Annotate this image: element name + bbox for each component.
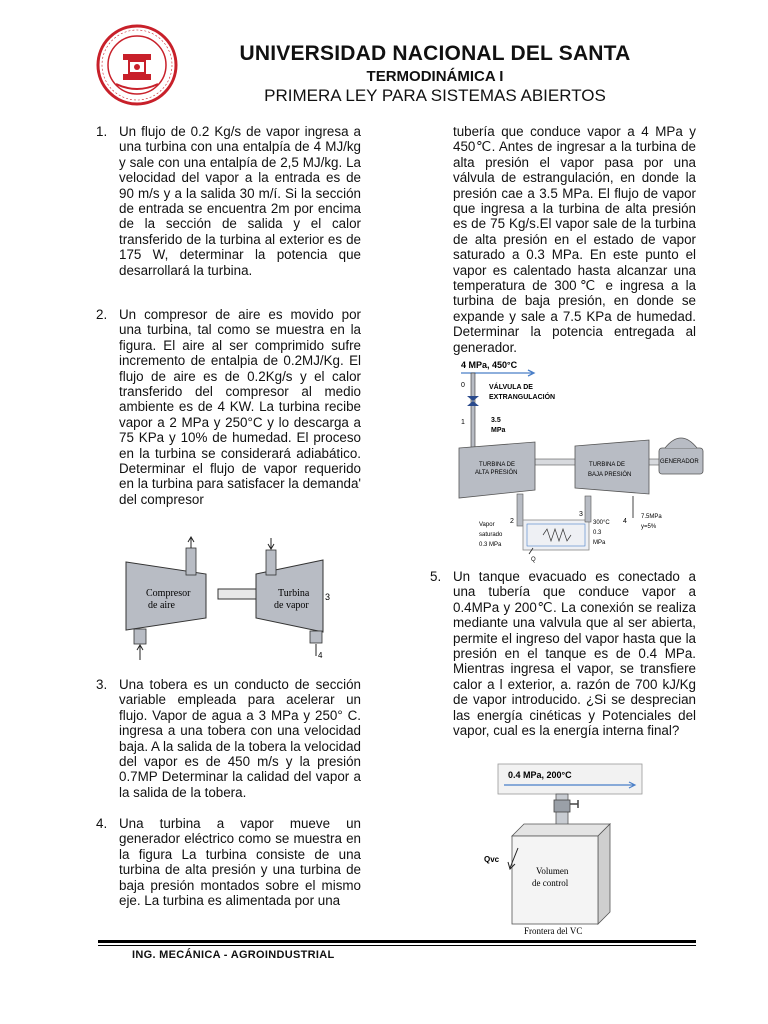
hp-turbine-label: ALTA PRESIÓN xyxy=(475,470,518,476)
exit-label: 7.5MPa xyxy=(641,514,662,520)
point-3-label: 3 xyxy=(579,511,583,518)
inlet-label: 4 MPa, 450°C xyxy=(461,360,518,370)
point-4-label: 4 xyxy=(623,518,627,525)
saturated-label: 0.3 MPa xyxy=(479,542,502,548)
problem-number: 2. xyxy=(96,307,108,322)
problem-text: Una turbina a vapor mueve un generador eléctrico como se muestra en la figura La turbina consiste de una turbina de alta presión y una turbina de baja presión montados sobre el mismo eje. La turbina es alimentada por una xyxy=(119,816,361,909)
pressure-label: MPa xyxy=(491,427,506,434)
compressor-turbine-figure xyxy=(118,534,358,664)
heat-label: Qvc xyxy=(484,855,500,864)
problem-number: 5. xyxy=(430,569,442,584)
point-4-label: 4 xyxy=(318,651,323,660)
supply-line-label: 0.4 MPa, 200°C xyxy=(508,770,572,780)
lp-turbine-label: TURBINA DE xyxy=(589,462,626,468)
exit-label: y=5% xyxy=(641,524,657,530)
problem-text: tubería que conduce vapor a 4 MPa y 450℃. Antes de ingresar a la turbina de alta presión el vapor pasa por una válvula de estrangulación, en donde la presión cae a 3.5 MPa. El flujo de vapor que ingresa a la turbina de alta presión es de 75 Kg/s.El vapor sale de la turbina de alta presión en el estado de vapor saturado a 0.3 MPa. En este punto el vapor es calentado hasta alcanzar una temperatura de 300℃ e ingresa a la turbina de baja presión, en donde se expande y sale a 7.5 KPa de humedad. Determinar la potencia entregada al generador. xyxy=(453,124,696,355)
boundary-label: Frontera del VC xyxy=(524,926,583,936)
problem-number: 3. xyxy=(96,677,108,692)
topic-title: PRIMERA LEY PARA SISTEMAS ABIERTOS xyxy=(264,86,606,105)
tank-figure xyxy=(482,760,652,936)
course-title: TERMODINÁMICA I xyxy=(366,68,504,85)
tank-label: Volumen xyxy=(536,866,569,876)
problem-text: Una tobera es un conducto de sección variable empleada para acelerar un flujo. Vapor de agua a 3 MPa y 250° C. ingresa a una tobera con una velocidad baja. A la salida de la tobera la velocidad del vapor es de 450 m/s y la presión 0.7MP Determinar la calidad del vapor a la salida de la tobera. xyxy=(119,677,361,800)
tank-label: de control xyxy=(532,878,569,888)
compressor-label: Compresor xyxy=(146,588,191,599)
university-seal xyxy=(96,24,178,106)
throttle-valve-icon xyxy=(467,396,479,406)
lp-turbine-label: BAJA PRESIÓN xyxy=(588,472,632,478)
saturated-label: Vapor xyxy=(479,522,495,528)
reheat-label: 300°C xyxy=(593,520,610,526)
reheat-label: 0.3 xyxy=(593,530,602,536)
turbine-generator-figure xyxy=(455,356,705,566)
pressure-label: 3.5 xyxy=(491,417,501,424)
problem-text: Un tanque evacuado es conectado a una tubería que conduce vapor a 0.4MPa y 200℃. La conexión se realiza mediante una valvula que al ser abierta, permite el ingreso del vapor hasta que la presión en el tanque es de 0.4 MPa. Mientras ingresa el vapor, se transfiere calor a l exterior, a. razón de 700 kJ/Kg de vapor introducido. ¿Si se desprecian las energía cinéticas y Potenciales del vapor, cual es la energía interna final? xyxy=(453,569,696,739)
compressor-label: de aire xyxy=(148,600,175,611)
point-2-label: 2 xyxy=(510,518,514,525)
saturated-label: saturado xyxy=(479,532,503,538)
point-3-label: 3 xyxy=(325,592,331,602)
problem-text: Un flujo de 0.2 Kg/s de vapor ingresa a una turbina con una entalpía de 4 MJ/kg y sale con una entalpía de 2,5 MJ/kg. La velocidad del vapor a la entrada es de 90 m/s y a la salida 30 m/í. Si la sección de entrada se encuentra 2m por encima de la sección de salida y el calor transferido de la turbina al exterior es de 175 W, determinar la potencia que desarrollará la turbina. xyxy=(119,124,361,278)
problem-number: 1. xyxy=(96,124,108,139)
footer-rule xyxy=(98,945,696,946)
footer-text: ING. MECÁNICA - AGROINDUSTRIAL xyxy=(132,949,335,961)
hp-turbine-label: TURBINA DE xyxy=(479,462,516,468)
reheat-label: MPa xyxy=(593,540,606,546)
valve-label: EXTRANGULACIÓN xyxy=(489,394,556,401)
footer-rule xyxy=(98,940,696,943)
turbine-label: de vapor xyxy=(274,600,309,611)
valve-label: VÁLVULA DE xyxy=(489,384,533,391)
turbine-label: Turbina xyxy=(278,588,310,599)
generator-label: GENERADOR xyxy=(660,459,699,465)
valve-icon xyxy=(554,800,570,812)
university-title: UNIVERSIDAD NACIONAL DEL SANTA xyxy=(239,42,631,65)
heat-label: Q xyxy=(531,557,536,563)
point-0-label: 0 xyxy=(461,382,465,389)
problem-text: Un compresor de aire es movido por una turbina, tal como se muestra en la figura. El aire al ser comprimido sufre incremento de entalpia de 0.2MJ/Kg. El flujo de aire es de 0.2Kg/s y el calor transferido del compresor al medio ambiente es de 4 KW. La turbina recibe vapor a 2 MPa y 250°C y lo descarga a 75 KPa y 10% de humedad. El proceso en la turbina se considerará adiabático. Determinar el flujo de vapor requerido en la turbina para satisfacer la demanda' del compresor xyxy=(119,307,361,507)
point-1-label: 1 xyxy=(461,419,465,426)
problem-number: 4. xyxy=(96,816,108,831)
